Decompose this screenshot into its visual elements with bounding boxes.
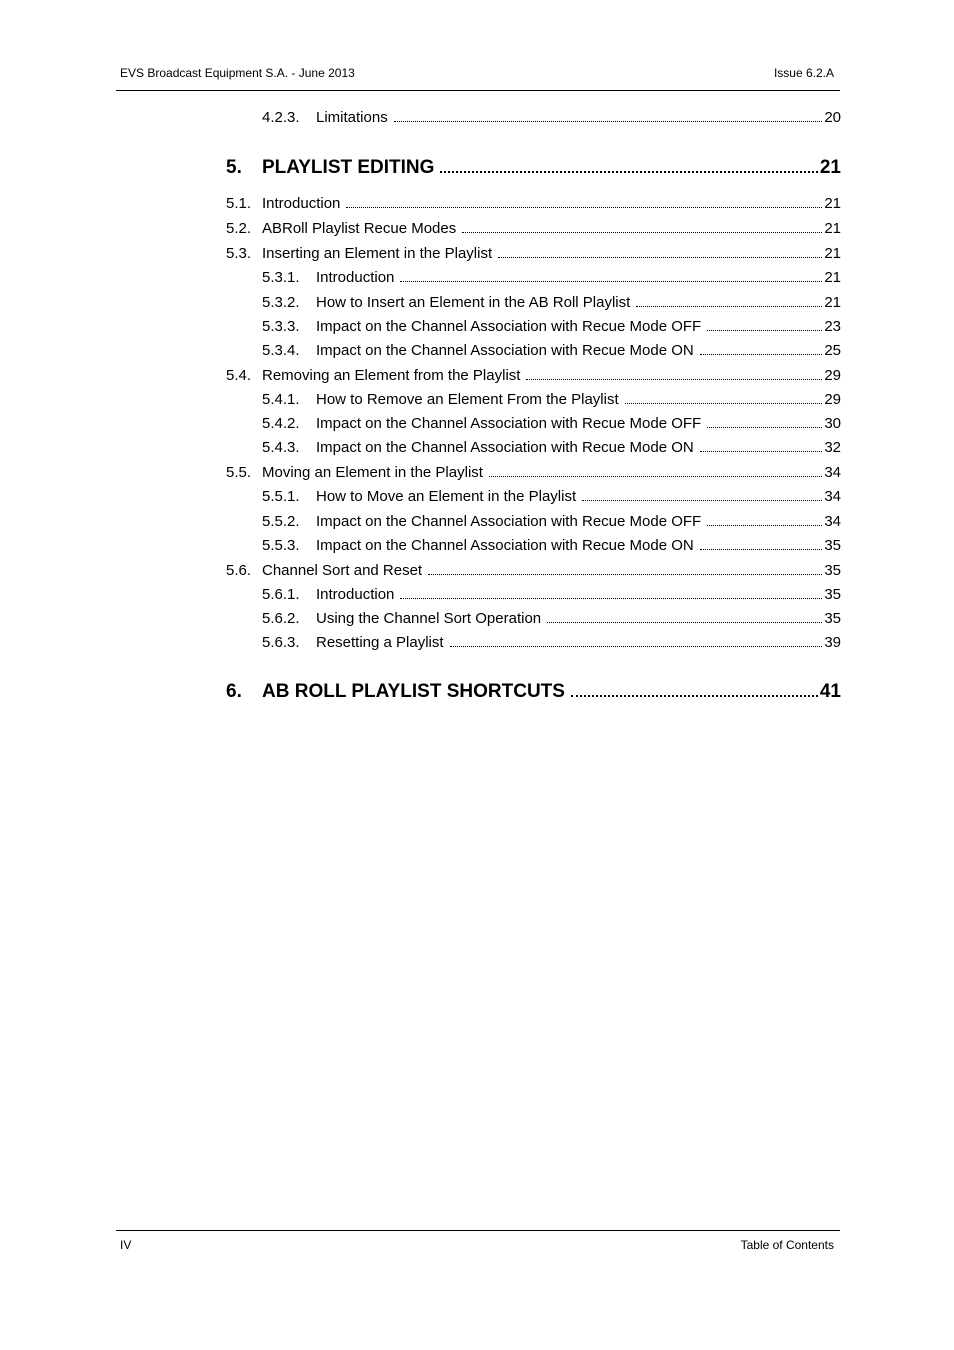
toc-entry-number: 5.5.	[226, 464, 252, 481]
toc-entry[interactable]	[226, 245, 841, 263]
toc-leader-dots	[440, 171, 817, 173]
toc-entry-title: Impact on the Channel Association with Recue Mode ON	[316, 342, 694, 359]
toc-leader-dots	[707, 330, 822, 331]
toc-entry-title: How to Remove an Element From the Playlist	[316, 391, 619, 408]
toc-entry-title: Moving an Element in the Playlist	[262, 464, 483, 481]
toc-entry-number: 5.3.1.	[262, 269, 300, 286]
toc-entry-title: Impact on the Channel Association with Recue Mode ON	[316, 439, 694, 456]
toc-entry-number: 5.3.3.	[262, 318, 300, 335]
toc-leader-dots	[636, 306, 822, 307]
toc-entry-title: Resetting a Playlist	[316, 634, 444, 651]
toc-leader-dots	[707, 525, 822, 526]
toc-leader-dots	[394, 121, 823, 122]
toc-entry-number: 5.6.	[226, 562, 252, 579]
toc-entry-title: PLAYLIST EDITING	[262, 157, 435, 178]
toc-entry-page: 35	[824, 586, 841, 603]
toc-leader-dots	[700, 549, 823, 550]
toc-entry-number: 5.5.3.	[262, 537, 300, 554]
toc-entry-page: 29	[824, 391, 841, 408]
toc-entry[interactable]	[262, 109, 841, 127]
toc-entry-page: 20	[824, 109, 841, 126]
toc-leader-dots	[571, 695, 818, 697]
toc-entry-page: 41	[819, 681, 841, 702]
toc-entry-page: 29	[824, 367, 841, 384]
toc-entry-page: 35	[824, 537, 841, 554]
toc-entry-title: Using the Channel Sort Operation	[316, 610, 542, 627]
toc-chapter-entry[interactable]	[226, 681, 841, 703]
toc-leader-dots	[700, 451, 823, 452]
toc-entry[interactable]	[262, 610, 841, 628]
toc-entry-number: 4.2.3.	[262, 109, 300, 126]
toc-leader-dots	[526, 379, 822, 380]
toc-entry-page: 34	[824, 464, 841, 481]
toc-leader-dots	[707, 427, 822, 428]
toc-leader-dots	[625, 403, 823, 404]
toc-entry-title: Limitations	[316, 109, 388, 126]
toc-entry-title: How to Move an Element in the Playlist	[316, 488, 577, 505]
toc-entry-title: How to Insert an Element in the AB Roll Playlist	[316, 294, 631, 311]
toc-entry-page: 30	[824, 415, 841, 432]
toc-entry[interactable]	[262, 586, 841, 604]
toc-entry[interactable]	[262, 415, 841, 433]
toc-entry-page: 23	[824, 318, 841, 335]
toc-entry[interactable]	[226, 562, 841, 580]
toc-entry-number: 5.6.3.	[262, 634, 300, 651]
footer-section-title: Table of Contents	[740, 1238, 834, 1252]
toc-entry[interactable]	[262, 634, 841, 652]
toc-entry-title: Introduction	[316, 269, 395, 286]
toc-leader-dots	[700, 354, 823, 355]
toc-entry[interactable]	[226, 464, 841, 482]
toc-entry-title: AB ROLL PLAYLIST SHORTCUTS	[262, 681, 565, 702]
toc-entry-number: 5.4.2.	[262, 415, 300, 432]
toc-entry-title: Introduction	[262, 195, 341, 212]
toc-leader-dots	[498, 257, 822, 258]
toc-entry-number: 5.3.2.	[262, 294, 300, 311]
toc-entry[interactable]	[226, 195, 841, 213]
toc-leader-dots	[547, 622, 822, 623]
toc-entry-title: Impact on the Channel Association with Recue Mode ON	[316, 537, 694, 554]
toc-entry[interactable]	[226, 367, 841, 385]
toc-entry-number: 5.4.	[226, 367, 252, 384]
toc-entry-page: 21	[824, 245, 841, 262]
toc-entry-number: 5.5.1.	[262, 488, 300, 505]
toc-entry-title: Inserting an Element in the Playlist	[262, 245, 493, 262]
toc-leader-dots	[428, 574, 822, 575]
toc-entry-number: 5.2.	[226, 220, 252, 237]
toc-entry-page: 34	[824, 513, 841, 530]
toc-entry-page: 21	[824, 220, 841, 237]
toc-leader-dots	[400, 598, 822, 599]
toc-entry[interactable]	[226, 220, 841, 238]
toc-entry-number: 5.4.1.	[262, 391, 300, 408]
toc-entry-number: 5.3.4.	[262, 342, 300, 359]
toc-entry-page: 34	[824, 488, 841, 505]
toc-entry[interactable]	[262, 318, 841, 336]
toc-entry-page: 35	[824, 610, 841, 627]
toc-entry-number: 5.5.2.	[262, 513, 300, 530]
footer-rule	[116, 1230, 840, 1231]
toc-entry-page: 39	[824, 634, 841, 651]
toc-entry[interactable]	[262, 488, 841, 506]
toc-entry-page: 21	[819, 157, 841, 178]
toc-entry-title: Impact on the Channel Association with Recue Mode OFF	[316, 318, 702, 335]
toc-entry-number: 5.6.1.	[262, 586, 300, 603]
toc-entry[interactable]	[262, 439, 841, 457]
toc-entry-number: 5.4.3.	[262, 439, 300, 456]
toc-entry[interactable]	[262, 391, 841, 409]
header-right-text: Issue 6.2.A	[773, 66, 834, 80]
toc-entry-page: 35	[824, 562, 841, 579]
toc-leader-dots	[450, 646, 823, 647]
toc-entry-title: ABRoll Playlist Recue Modes	[262, 220, 457, 237]
toc-entry-title: Impact on the Channel Association with Recue Mode OFF	[316, 415, 702, 432]
toc-leader-dots	[489, 476, 822, 477]
toc-entry-number: 5.3.	[226, 245, 252, 262]
toc-leader-dots	[400, 281, 822, 282]
toc-entry[interactable]	[262, 537, 841, 555]
header-left-text: EVS Broadcast Equipment S.A. - June 2013	[120, 66, 355, 80]
toc-entry[interactable]	[262, 342, 841, 360]
toc-entry-page: 21	[824, 269, 841, 286]
toc-entry-title: Introduction	[316, 586, 395, 603]
toc-entry[interactable]	[262, 294, 841, 312]
toc-entry-title: Channel Sort and Reset	[262, 562, 423, 579]
toc-entry-page: 21	[824, 294, 841, 311]
header-rule	[116, 90, 840, 91]
toc-entry[interactable]	[262, 513, 841, 531]
toc-entry-number: 5.	[226, 157, 242, 178]
toc-leader-dots	[462, 232, 822, 233]
footer-page-number: IV	[120, 1238, 132, 1252]
toc-entry-title: Removing an Element from the Playlist	[262, 367, 521, 384]
toc-entry-page: 25	[824, 342, 841, 359]
toc-chapter-entry[interactable]	[226, 157, 841, 179]
toc-entry-title: Impact on the Channel Association with Recue Mode OFF	[316, 513, 702, 530]
toc-entry-page: 21	[824, 195, 841, 212]
toc-entry-number: 5.1.	[226, 195, 252, 212]
toc-leader-dots	[582, 500, 822, 501]
toc-entry[interactable]	[262, 269, 841, 287]
toc-entry-number: 6.	[226, 681, 242, 702]
toc-entry-number: 5.6.2.	[262, 610, 300, 627]
toc-entry-page: 32	[824, 439, 841, 456]
toc-leader-dots	[346, 207, 822, 208]
